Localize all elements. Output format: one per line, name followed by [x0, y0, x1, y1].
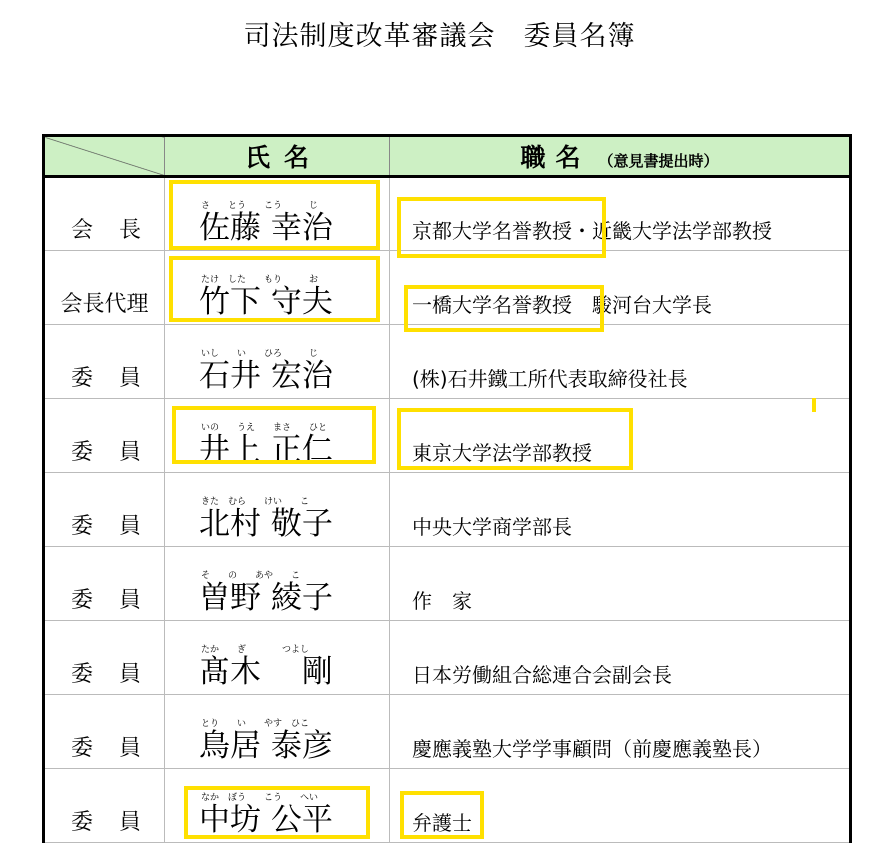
role-label: 委員	[71, 736, 168, 761]
name-cell	[165, 325, 390, 399]
role-cell	[44, 769, 168, 843]
name-cell	[165, 769, 390, 843]
table-header-row	[44, 136, 851, 177]
role-label: 委員	[71, 366, 168, 391]
job-cell	[390, 695, 851, 769]
role-cell	[44, 399, 168, 473]
name-ruby: いし い ひろ じ	[201, 349, 319, 359]
header-name: 氏名	[165, 136, 390, 177]
member-name: 曽野 綾子	[199, 580, 333, 616]
member-name: 中坊 公平	[199, 802, 333, 838]
table-row	[44, 399, 851, 473]
role-cell	[44, 547, 168, 621]
highlight-mark	[812, 398, 816, 412]
role-cell	[44, 177, 168, 251]
name-cell	[165, 547, 390, 621]
job-title: 作 家	[412, 589, 472, 613]
job-title: 一橋大学名誉教授 駿河台大学長	[412, 293, 712, 317]
table-row	[44, 547, 851, 621]
role-label: 委員	[71, 514, 168, 539]
table-row	[44, 251, 851, 325]
header-diagonal-cell	[44, 136, 165, 177]
member-name: 竹下 守夫	[199, 284, 333, 320]
job-title: 弁護士	[412, 811, 472, 835]
role-label: 会長代理	[60, 292, 149, 317]
job-cell	[390, 473, 851, 547]
role-cell	[44, 251, 165, 325]
job-title: 中央大学商学部長	[412, 515, 572, 539]
role-cell	[44, 473, 168, 547]
name-ruby: さ とう こう じ	[201, 201, 319, 211]
job-title: 日本労働組合総連合会副会長	[412, 663, 672, 687]
job-title: 京都大学名誉教授・近畿大学法学部教授	[412, 219, 772, 243]
table-row	[44, 695, 851, 769]
job-cell	[390, 177, 851, 251]
name-cell	[165, 695, 390, 769]
name-ruby: きた むら けい こ	[201, 497, 310, 507]
table-row	[44, 621, 851, 695]
member-name: 鳥居 泰彦	[199, 728, 333, 764]
member-roster-table	[42, 134, 852, 843]
name-ruby: たけ した もり お	[201, 275, 319, 285]
role-label: 委員	[71, 588, 168, 613]
name-ruby: なか ぼう こう へい	[201, 793, 319, 803]
role-cell	[44, 621, 168, 695]
role-label: 委員	[71, 810, 168, 835]
table-row	[44, 473, 851, 547]
role-label: 委員	[71, 440, 168, 465]
role-cell	[44, 695, 168, 769]
document-title: 司法制度改革審議会 委員名簿	[243, 21, 636, 52]
job-title: (株)石井鐵工所代表取締役社長	[412, 367, 688, 391]
name-cell	[165, 473, 390, 547]
header-job-note: （意見書提出時）	[598, 152, 719, 170]
table-row	[44, 325, 851, 399]
member-name: 佐藤 幸治	[199, 210, 333, 246]
member-name: 北村 敬子	[199, 506, 333, 542]
job-cell	[390, 621, 851, 695]
role-label: 委員	[71, 662, 168, 687]
table-row	[44, 177, 851, 251]
name-ruby: たか ぎ つよし	[201, 645, 310, 655]
job-cell	[390, 399, 851, 473]
job-cell	[390, 325, 851, 399]
member-name: 井上 正仁	[199, 432, 333, 468]
name-ruby: とり い やす ひこ	[201, 719, 310, 729]
name-ruby: そ の あや こ	[201, 571, 301, 581]
name-cell	[165, 251, 390, 325]
name-cell	[165, 621, 390, 695]
name-cell	[165, 399, 390, 473]
member-name: 石井 宏治	[199, 358, 333, 394]
table-row	[44, 769, 851, 843]
job-cell	[390, 251, 851, 325]
member-name: 髙木 剛	[199, 654, 333, 690]
name-cell	[165, 177, 390, 251]
role-cell	[44, 325, 168, 399]
job-cell	[390, 769, 851, 843]
name-ruby: いの うえ まさ ひと	[201, 423, 328, 433]
job-cell	[390, 547, 851, 621]
role-label: 会長	[71, 218, 168, 243]
job-title: 東京大学法学部教授	[412, 441, 592, 465]
header-job: 職名 （意見書提出時）	[390, 136, 851, 177]
job-title: 慶應義塾大学学事顧問（前慶應義塾長）	[412, 737, 772, 761]
